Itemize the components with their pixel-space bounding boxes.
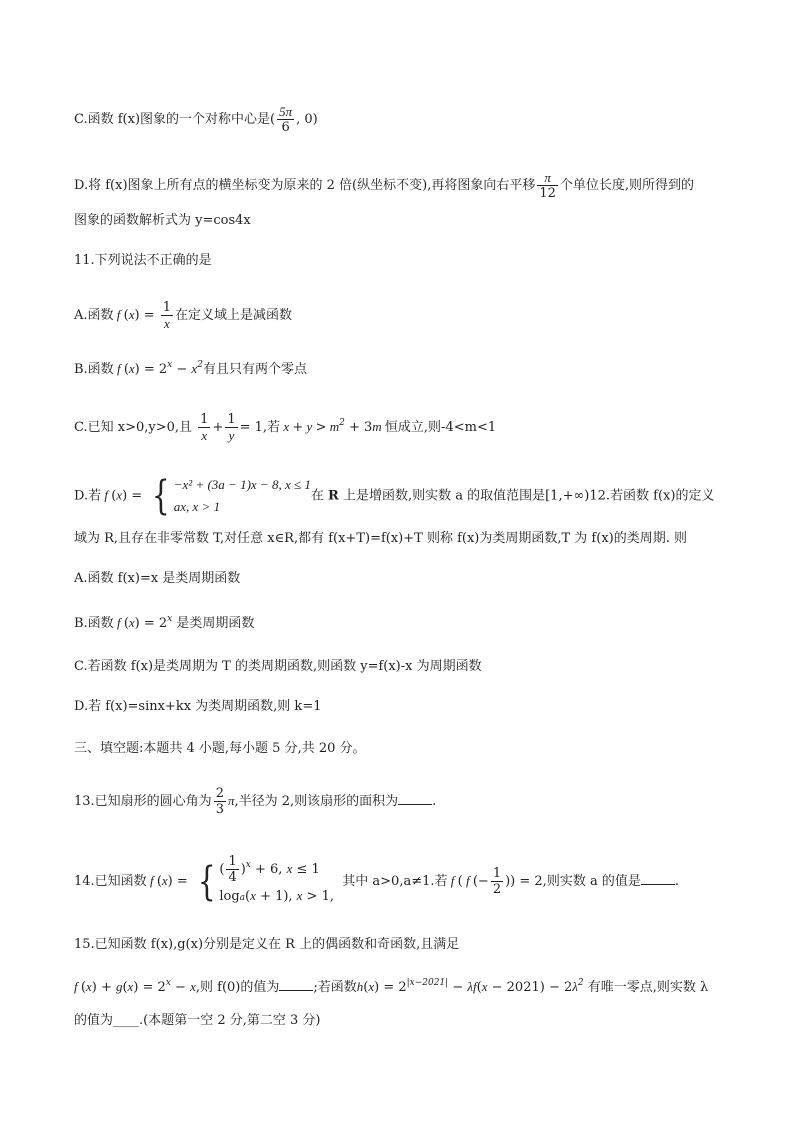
text: B.函数 [74,616,114,631]
text: 是类周期函数 [176,616,255,631]
text: A.函数 [74,308,114,323]
text: 若函数 [317,980,357,995]
q12-option-b: B.函数 f $(x) = 2^x$ 是类周期函数 [74,614,255,631]
question-15-line-1: 15.已知函数 f(x),g(x)分别是定义在 R 上的偶函数和奇函数,且满足 [74,937,460,952]
case-2: log [219,889,240,904]
case-1: −x² + (3a − 1)x − 8, x ≤ 1 [173,477,311,492]
text: 14.已知函数 [74,874,147,889]
frac-den: 3 [215,802,224,817]
frac-num: π [537,170,558,186]
text: 则 f(0)的值为 [200,980,280,995]
option-c-line: C.函数 f(x)图象的一个对称中心是( $\frac{5\pi}{6}$ , 0) [74,104,318,135]
text: 则实数 a 的值是 [546,874,641,889]
option-d-line-2: 图象的函数解析式为 y=cos4x [74,213,251,228]
text: B.函数 [74,362,114,377]
text: 其中 a>0,a≠1.若 [342,874,448,889]
text: 个单位长度,则所得到的 [559,178,695,193]
frac-den: 6 [281,120,290,135]
question-15-line-2: f $(x) + g(x) = 2^x - x$,则 f(0)的值为 ;若函数$h(x) = 2^{|x-2021|} - \lambda f(x - 2021) - 2\lambda^2$ 有唯一零点,则实数 λ [74,978,709,995]
text: 半径为 2,则该扇形的面积为 [238,794,399,809]
fraction: $\frac{1}{y}$ [227,412,236,443]
fraction [161,300,173,331]
text: D.若 [74,488,102,504]
text: 有唯一零点,则实数 λ [587,980,709,995]
text: 在定义域上是减函数 [175,308,293,323]
answer-blank [641,872,675,885]
frac-den: x [164,316,170,331]
frac-num: 1 [162,300,172,315]
option-d-line [74,170,694,201]
q12-option-c: C.若函数 f(x)是类周期为 T 的类周期函数,则函数 y=f(x)-x 为周期函数 [74,659,482,674]
piecewise: { −x² + (3a − 1)x − 8, x ≤ 1 ax, x > 1 [152,473,311,519]
text: 若 [267,420,281,435]
text: 有且只有两个零点 [202,362,307,377]
text: D.将 f(x)图象上所有点的横坐标变为原来的 2 倍(纵坐标不变),再将图象向右平移 [74,178,536,193]
q11-option-a: A.函数 f (x) = $\frac{1}{x}$ 在定义域上是减函数 [74,300,293,331]
fraction: $\frac{1}{x}$ [200,412,209,443]
fraction [277,104,294,135]
text: 上是增函数,则实数 a 的取值范围是[1,+∞)12.若函数 f(x)的定义 [342,488,715,504]
text: 13.已知扇形的圆心角为 [74,794,212,809]
text: , 0) [296,112,318,127]
text: 恒成立,则-4<m<1 [384,420,497,435]
section-3-heading: 三、填空题:本题共 4 小题,每小题 5 分,共 20 分。 [74,741,366,756]
text: C.已知 x>0,y>0,且 [74,420,193,435]
case-2: ax, x > 1 [173,499,221,514]
frac-num: 5π [279,104,293,119]
answer-blank [398,792,432,805]
frac-num: 2 [215,786,224,801]
question-13: 13.已知扇形的圆心角为 $\frac{2}{3}$ π,半径为 2,则该扇形的面积为 . [74,786,437,817]
fraction [537,170,558,201]
piecewise: { ( $\frac{1}{4}$ )$^x$ + 6, x ≤ 1 loga(x + 1), x > 1, [197,854,335,905]
q11-option-b: B.函数 f $(x) = 2^x - x^2$有且只有两个零点 [74,360,307,377]
text: C.函数 f(x)图象的一个对称中心是 [74,112,271,127]
question-15-line-3: 的值为____.(本题第一空 2 分,第二空 3 分) [74,1013,321,1028]
answer-blank [279,978,313,991]
question-12-line-2: 域为 R,且存在非零常数 T,对任意 x∈R,都有 f(x+T)=f(x)+T 则称 f(x)为类周期函数,T 为 f(x)的类周期. 则 [74,531,687,546]
frac-den: 12 [539,186,556,201]
question-14: 14.已知函数 f (x) = { ( $\frac{1}{4}$ )$^x$ + 6, x ≤ 1 loga(x + 1), x > 1, 其中 a>0,a≠1.若 f ( f (− $\frac{1}{2}$ )) = 2,则实数 a 的值是 . [74,854,679,909]
q12-option-d: D.若 f(x)=sinx+kx 为类周期函数,则 k=1 [74,699,322,714]
fraction [214,786,226,817]
q12-option-a: A.函数 f(x)=x 是类周期函数 [74,571,241,586]
q11-option-c: C.已知 x>0,y>0,且 $\frac{1}{x}$ + $\frac{1}{y}$ = 1,若 $x + y > m^2 + 3m$ 恒成立,则-4<m<1 [74,412,497,443]
question-11: 11.下列说法不正确的是 [74,253,212,268]
q11-option-d: D.若 f (x) = { −x² + (3a − 1)x − 8, x ≤ 1 ax, x > 1 在 R 上是增函数,则实数 a 的取值范围是[1,+∞)12.若函数 f(x)的定义 [74,473,715,519]
